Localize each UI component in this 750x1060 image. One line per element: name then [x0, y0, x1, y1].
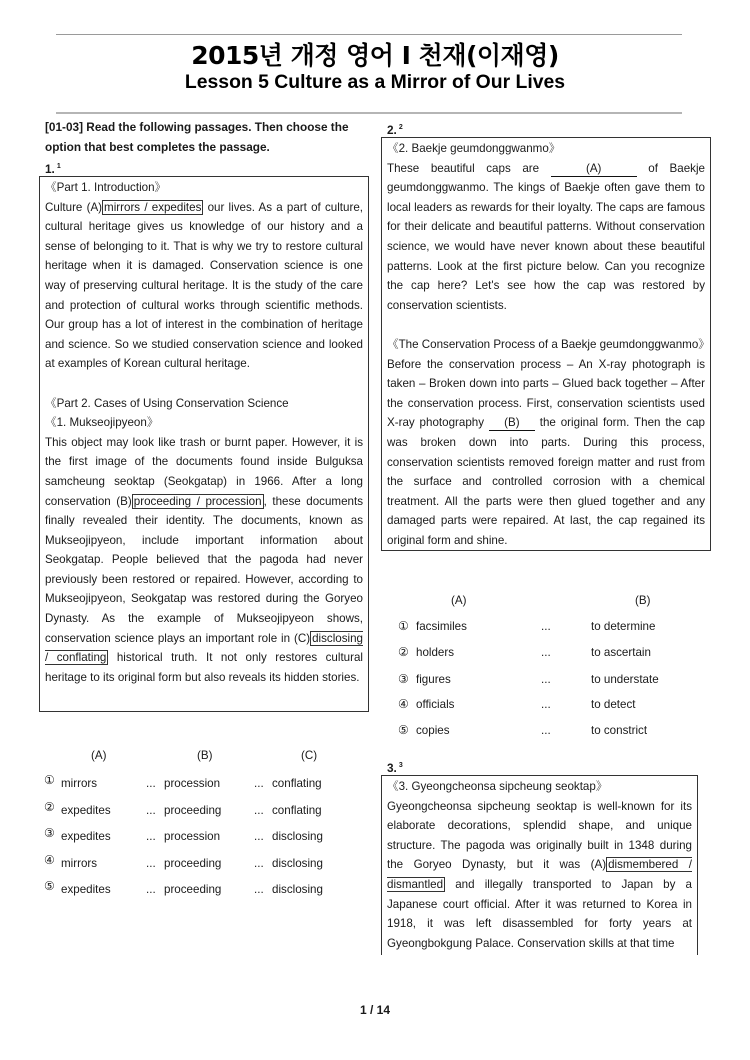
instructions-line-1: [01-03] Read the following passages. Then choose the: [45, 120, 349, 134]
option-c: conflating: [272, 804, 322, 817]
spacer: [387, 315, 705, 335]
column-b-header: (B): [197, 749, 213, 762]
option-marker: ⑤: [398, 723, 409, 737]
question-1-options: [39, 746, 369, 916]
page-number: 1 / 14: [359, 1003, 391, 1017]
option-marker: ⑤: [44, 879, 55, 893]
option-marker: ③: [44, 826, 55, 840]
ellipsis: ...: [146, 777, 156, 790]
option-marker: ①: [398, 619, 409, 633]
footnote-mark: 1: [56, 163, 61, 170]
option-a: expedites: [61, 804, 111, 817]
ellipsis: ...: [541, 620, 551, 633]
option-c: disclosing: [272, 830, 323, 843]
option-a: figures: [416, 673, 451, 686]
text: This object may look like trash or burnt paper. However, it is the first image of the documents found inside Bulguksa samcheung seoktap (Seokgatap) in 1966. After a long conservation (B): [45, 435, 363, 508]
ellipsis: ...: [254, 830, 264, 843]
option-a: copies: [416, 724, 450, 737]
baekje-paragraph: [387, 159, 705, 316]
option-marker: ①: [44, 773, 55, 787]
right-column: [381, 118, 711, 955]
process-heading: 《The Conservation Process of a Baekje geumdonggwanmo》: [387, 337, 710, 351]
text: the original form. Then the cap was broken down into parts. During this process, conservation scientists removed foreign matter and rust from the surface and controlled corrosion with a chemical treatment. All the parts were then glued together and any damaged parts were repaired. At last, the cap regained its original form and shine.: [387, 416, 705, 547]
ellipsis: ...: [254, 883, 264, 896]
header-rule: [56, 112, 682, 114]
option-a: expedites: [61, 830, 111, 843]
option-a: facsimiles: [416, 620, 467, 633]
question-number: 1.: [45, 162, 55, 176]
option-b: proceeding: [164, 804, 222, 817]
choice-box-a: mirrors / expedites: [104, 200, 202, 214]
option-marker: ③: [398, 672, 409, 686]
option-b: proceeding: [164, 883, 222, 896]
footnote-mark: 3: [398, 762, 403, 769]
option-c: conflating: [272, 777, 322, 790]
gyeongcheonsa-paragraph: [387, 797, 692, 954]
choice-box-c: disclosing / conflating: [45, 631, 363, 665]
ellipsis: ...: [254, 777, 264, 790]
question-3-number: [381, 756, 711, 775]
question-2-passage: [381, 137, 711, 551]
question-1-number: [39, 157, 369, 176]
column-b-header: (B): [635, 594, 651, 607]
column-c-header: (C): [301, 749, 318, 762]
spacer: [45, 374, 363, 394]
option-a: holders: [416, 646, 455, 659]
option-c: disclosing: [272, 857, 323, 870]
blank-b: (B): [489, 416, 535, 431]
ellipsis: ...: [541, 698, 551, 711]
text: and illegally transported to Japan by a Japanese court official. After it was returned to Korea in 1918, it was left disassembled for forty years at Gyeongbokgung Palace. Conservation skills at that time: [387, 877, 692, 950]
left-column: [39, 118, 369, 916]
option-b: to detect: [591, 698, 636, 711]
option-a: mirrors: [61, 777, 98, 790]
instructions-line-2: option that best completes the passage.: [45, 139, 270, 154]
ellipsis: ...: [146, 804, 156, 817]
option-a: officials: [416, 698, 455, 711]
column-a-header: (A): [91, 749, 107, 762]
text: of Baekje geumdonggwanmo. The kings of Baekje often gave them to local leaders as rewards for their loyalty. The caps are famous for their delicate and beautiful patterns. Without conservation science, we would have never known about these beautiful patterns. Look at the first picture below. Can you recognize the cap here? Let's see how the cap was restored by conservation scientists.: [387, 161, 705, 312]
column-a-header: (A): [451, 594, 467, 607]
process-paragraph: [387, 355, 705, 551]
question-number: 3.: [387, 761, 397, 775]
question-1-passage: [39, 176, 369, 712]
question-2-options: [381, 591, 711, 751]
question-3-passage: [381, 775, 698, 955]
blank-a: (A): [551, 162, 637, 177]
part-2-heading: 《Part 2. Cases of Using Conservation Science: [45, 396, 289, 410]
question-number: 2.: [387, 123, 397, 137]
text: , these documents finally revealed their identity. The documents, known as Mukseojipyeon, include important information about Seokgatap. People believed that the pagoda had never previously been restored or repaired. However, according to Mukseojipyeon, Seokgatap was restored during the Goryeo Dynasty. As the example of Mukseojipyeon shows, conservation science plays an important role in (C): [45, 494, 363, 645]
part-1-paragraph: [45, 198, 363, 374]
footnote-mark: 2: [398, 124, 403, 131]
option-b: procession: [164, 830, 221, 843]
ellipsis: ...: [146, 857, 156, 870]
ellipsis: ...: [146, 830, 156, 843]
option-c: disclosing: [272, 883, 323, 896]
ellipsis: ...: [254, 804, 264, 817]
ellipsis: ...: [146, 883, 156, 896]
text: historical truth. It not only restores cultural heritage to its original form but also reveals its hidden stories.: [45, 651, 363, 684]
option-b: procession: [164, 777, 221, 790]
option-marker: ②: [44, 800, 55, 814]
part-2-paragraph: [45, 433, 363, 688]
ellipsis: ...: [541, 646, 551, 659]
option-b: to determine: [591, 620, 656, 633]
option-b: proceeding: [164, 857, 222, 870]
text: These beautiful caps are: [387, 161, 551, 175]
ellipsis: ...: [254, 857, 264, 870]
part-1-heading: 《Part 1. Introduction》: [45, 181, 167, 194]
baekje-heading: 《2. Baekje geumdonggwanmo》: [387, 142, 561, 155]
option-marker: ④: [44, 853, 55, 867]
top-rule: [56, 34, 682, 35]
choice-box-b: proceeding / procession: [133, 494, 262, 508]
option-marker: ④: [398, 697, 409, 711]
mukseojipyeon-heading: 《1. Mukseojipyeon》: [45, 416, 159, 430]
option-b: to understate: [591, 673, 659, 686]
option-b: to ascertain: [591, 646, 651, 659]
option-b: to constrict: [591, 724, 648, 737]
ellipsis: ...: [541, 673, 551, 686]
ellipsis: ...: [541, 724, 551, 737]
text: Culture (A): [45, 200, 103, 214]
option-a: mirrors: [61, 857, 98, 870]
instructions: [39, 118, 369, 157]
question-2-number: [381, 118, 711, 137]
option-a: expedites: [61, 883, 111, 896]
gyeongcheonsa-heading: 《3. Gyeongcheonsa sipcheung seoktap》: [387, 780, 608, 793]
text: Before the conservation process – An X-ray photograph is taken – Broken down into parts – Glued back together – After the conservation process. First, conservation scientists used X-ray photography: [387, 357, 705, 430]
choice-box-a: dismembered / dismantled: [387, 858, 692, 891]
text: Gyeongcheonsa sipcheung seoktap is well-known for its elaborate decorations, splendid shape, and unique structure. The pagoda was originally built in 1348 during the Goryeo Dynasty, but it was (A): [387, 799, 692, 872]
option-marker: ②: [398, 645, 409, 659]
document-title: 2015년 개정 영어 I 천재(이재영): [191, 41, 559, 70]
text: our lives. As a part of culture, cultural heritage gives us knowledge of our history and a sense of belonging to it. That is why we try to restore cultural heritage when it is damaged. Conservation science is one way of preserving cultural heritage. It is the study of the care and protection of cultural works through scientific methods. Our group has a lot of interest in the combination of heritage and science. So we studied conservation science and looked at examples of Korean cultural heritage.: [45, 200, 363, 371]
lesson-subtitle: Lesson 5 Culture as a Mirror of Our Lives: [184, 72, 566, 93]
